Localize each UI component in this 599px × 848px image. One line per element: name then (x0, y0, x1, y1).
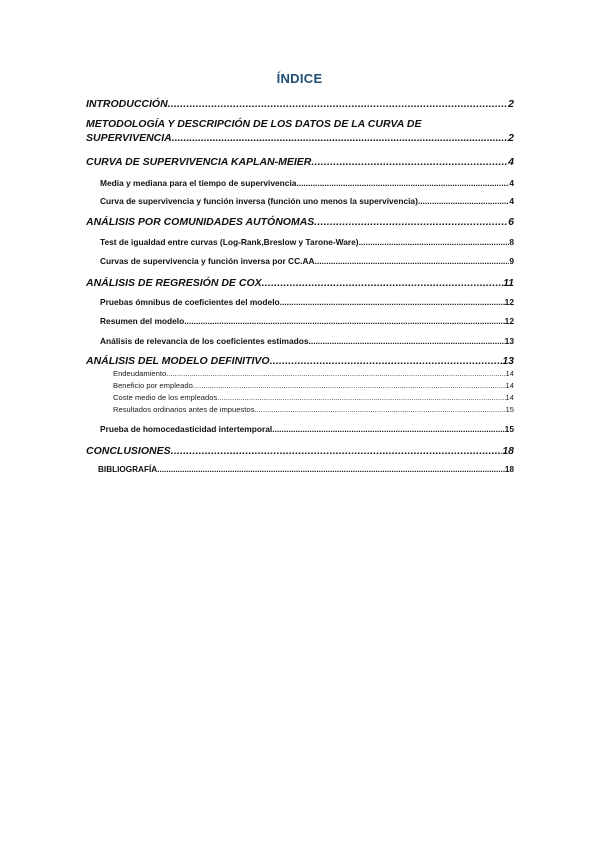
toc-leader-dots (418, 195, 509, 207)
toc-entry-label: Pruebas ómnibus de coeficientes del modelo (100, 297, 280, 307)
toc-entry-label: Curva de supervivencia y función inversa (función uno menos la supervivencia) (100, 196, 418, 206)
toc-entry-resumen-modelo[interactable] (100, 315, 514, 327)
toc-entry-modelo-definitivo[interactable] (86, 354, 514, 368)
page-title: ÍNDICE (276, 71, 323, 86)
toc-entry-page: 11 (503, 277, 514, 289)
toc-entry-endeudamiento[interactable] (113, 369, 514, 379)
toc-leader-dots (172, 131, 508, 145)
toc-entry-page: 4 (509, 196, 514, 206)
toc-entry-test-igualdad[interactable] (100, 236, 514, 248)
toc-entry-relevancia-coeficientes[interactable] (100, 335, 514, 347)
toc-entry-media-mediana[interactable] (100, 177, 514, 189)
toc-entry-bibliografia[interactable] (98, 464, 514, 476)
toc-entry-label: Media y mediana para el tiempo de supervivencia (100, 178, 297, 188)
toc-leader-dots (217, 393, 505, 403)
toc-entry-page: 12 (504, 297, 514, 307)
toc-leader-dots (254, 405, 505, 415)
toc-entry-page: 14 (505, 381, 514, 390)
toc-entry-label: Curvas de supervivencia y función inversa por CC.AA (100, 256, 315, 266)
toc-leader-dots (314, 215, 508, 229)
toc-entry-metodologia[interactable] (86, 117, 514, 145)
toc-entry-page: 9 (509, 256, 514, 266)
toc-leader-dots (280, 296, 505, 308)
toc-leader-dots (193, 381, 506, 391)
toc-leader-dots (262, 276, 503, 290)
toc-entry-label: INTRODUCCIÓN (86, 98, 168, 110)
toc-entry-label: ANÁLISIS DE REGRESIÓN DE COX (86, 277, 262, 289)
toc-entry-label: Análisis de relevancia de los coeficientes estimados (100, 336, 309, 346)
toc-entry-label: Test de igualdad entre curvas (Log-Rank,Breslow y Tarone-Ware) (100, 237, 359, 247)
toc-entry-beneficio-empleado[interactable] (113, 381, 514, 391)
toc-entry-comunidades-autonomas[interactable] (86, 215, 514, 229)
toc-entry-label-line2: SUPERVIVENCIA (86, 132, 172, 144)
toc-entry-page: 15 (505, 405, 514, 414)
toc-entry-page: 6 (508, 216, 514, 228)
toc-leader-dots (315, 255, 510, 267)
toc-entry-label: BIBLIOGRAFÍA (98, 465, 158, 474)
toc-entry-page: 14 (505, 393, 514, 402)
toc-leader-dots (309, 335, 505, 347)
toc-leader-dots (166, 369, 505, 379)
toc-entry-page: 2 (508, 98, 514, 110)
toc-leader-dots (270, 354, 503, 368)
toc-entry-kaplan-meier[interactable] (86, 155, 514, 169)
toc-leader-dots (311, 155, 508, 169)
toc-entry-page: 13 (504, 336, 514, 346)
toc-entry-label: Prueba de homocedasticidad intertemporal (100, 424, 273, 434)
toc-entry-page: 18 (504, 465, 514, 474)
toc-entry-label-line1: METODOLOGÍA Y DESCRIPCIÓN DE LOS DATOS DE LA CURVA DE (86, 118, 422, 130)
toc-entry-pruebas-omnibus[interactable] (100, 296, 514, 308)
toc-entry-page: 12 (504, 316, 514, 326)
toc-entry-page: 4 (508, 156, 514, 168)
toc-entry-regresion-cox[interactable] (86, 276, 514, 290)
toc-entry-label: ANÁLISIS POR COMUNIDADES AUTÓNOMAS (86, 216, 315, 228)
toc-entry-homocedasticidad[interactable] (100, 423, 514, 435)
toc-leader-dots (359, 236, 510, 248)
toc-entry-label: ANÁLISIS DEL MODELO DEFINITIVO (86, 355, 270, 367)
toc-entry-label: Resultados ordinarios antes de impuestos (113, 405, 255, 414)
toc-entry-label: Coste medio de los empleados (113, 393, 218, 402)
toc-leader-dots (171, 444, 503, 458)
toc-entry-page: 8 (509, 237, 514, 247)
toc-leader-dots (157, 464, 505, 476)
toc-entry-coste-medio[interactable] (113, 393, 514, 403)
toc-entry-page: 13 (502, 355, 514, 367)
toc-entry-page: 15 (504, 424, 514, 434)
toc-entry-label: CURVA DE SUPERVIVENCIA KAPLAN-MEIER (86, 156, 312, 168)
toc-entry-page: 2 (508, 132, 514, 144)
toc-entry-conclusiones[interactable] (86, 444, 514, 458)
toc-leader-dots (168, 97, 508, 111)
toc-entry-resultados-ordinarios[interactable] (113, 405, 514, 415)
toc-entry-label: Beneficio por empleado (113, 381, 193, 390)
toc-entry-page: 18 (502, 445, 514, 457)
toc-entry-curva-funcion-inversa[interactable] (100, 195, 514, 207)
toc-entry-page: 14 (505, 369, 514, 378)
toc-entry-curvas-ccaa[interactable] (100, 255, 514, 267)
toc-leader-dots (296, 177, 509, 189)
toc-entry-label: Endeudamiento (113, 369, 167, 378)
toc-leader-dots (184, 315, 504, 327)
toc-entry-line2 (86, 131, 514, 145)
toc-entry-page: 4 (509, 178, 514, 188)
toc-entry-introduccion[interactable] (86, 97, 514, 111)
toc-entry-label: Resumen del modelo (100, 316, 185, 326)
toc-entry-label: CONCLUSIONES (86, 445, 171, 457)
toc-leader-dots (272, 423, 504, 435)
